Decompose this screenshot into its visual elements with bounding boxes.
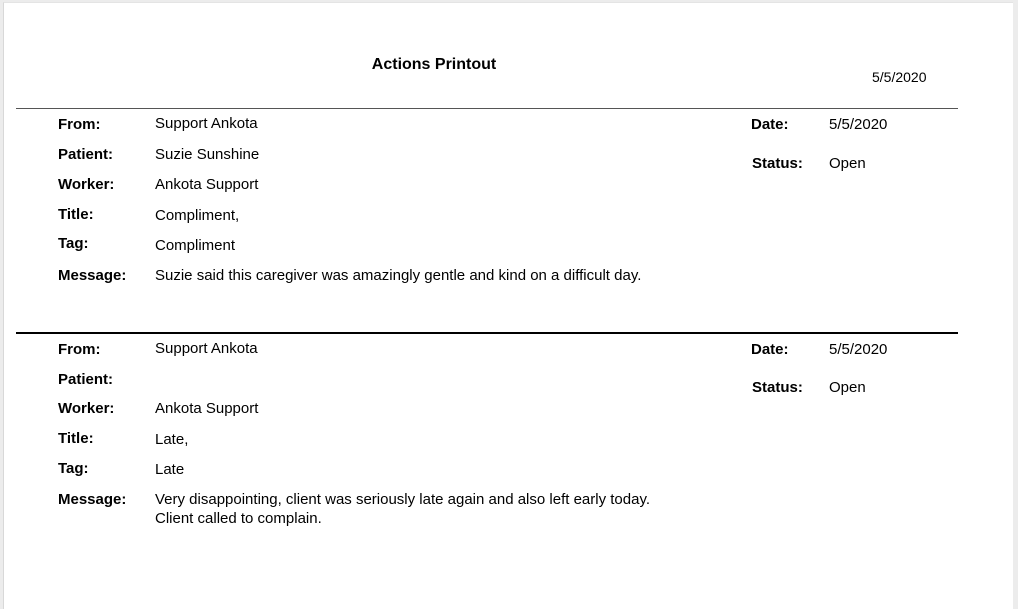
- from-value: Support Ankota: [155, 115, 258, 132]
- worker-label: Worker:: [58, 176, 115, 193]
- tag-label: Tag:: [58, 460, 89, 477]
- report-page: [3, 2, 1013, 609]
- message-value: Suzie said this caregiver was amazingly gentle and kind on a difficult day.: [155, 267, 642, 284]
- status-label: Status:: [752, 379, 803, 396]
- title-value: Late,: [155, 431, 189, 448]
- date-label: Date:: [751, 116, 789, 133]
- from-label: From:: [58, 341, 101, 358]
- message-value: Very disappointing, client was seriously late again and also left early today. Client called to complain.: [155, 491, 651, 527]
- status-value: Open: [829, 379, 866, 396]
- report-title: Actions Printout: [371, 56, 497, 73]
- tag-label: Tag:: [58, 235, 89, 252]
- record-divider: [16, 332, 958, 334]
- title-label: Title:: [58, 206, 94, 223]
- record-divider: [16, 108, 958, 109]
- message-label: Message:: [58, 491, 127, 508]
- patient-label: Patient:: [58, 371, 114, 388]
- from-value: Support Ankota: [155, 340, 258, 357]
- action-record: [4, 332, 1013, 552]
- action-record: [4, 108, 1013, 328]
- worker-value: Ankota Support: [155, 176, 259, 193]
- tag-value: Compliment: [155, 237, 236, 254]
- date-label: Date:: [751, 341, 789, 358]
- status-label: Status:: [752, 155, 803, 172]
- title-label: Title:: [58, 430, 94, 447]
- patient-value: Suzie Sunshine: [155, 146, 260, 163]
- date-value: 5/5/2020: [829, 116, 888, 133]
- worker-value: Ankota Support: [155, 400, 259, 417]
- message-label: Message:: [58, 267, 127, 284]
- patient-label: Patient:: [58, 146, 114, 163]
- date-value: 5/5/2020: [829, 341, 888, 358]
- status-value: Open: [829, 155, 866, 172]
- from-label: From:: [58, 116, 101, 133]
- report-print-date: 5/5/2020: [872, 69, 927, 85]
- title-value: Compliment,: [155, 207, 240, 224]
- worker-label: Worker:: [58, 400, 115, 417]
- tag-value: Late: [155, 461, 185, 478]
